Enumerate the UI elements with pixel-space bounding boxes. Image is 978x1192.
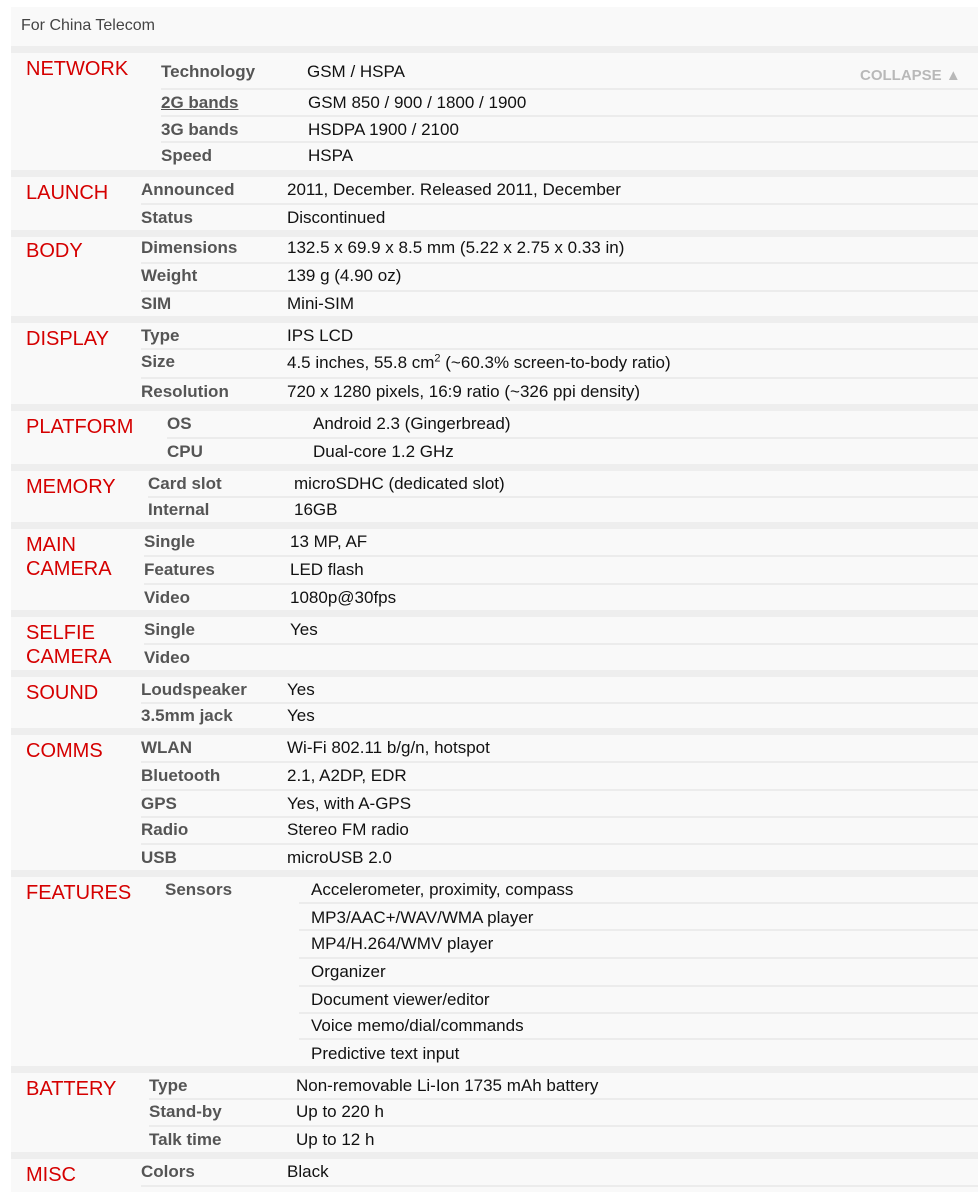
spec-label: Status — [141, 208, 193, 227]
spec-label: SIM — [141, 294, 172, 313]
spec-label: CPU — [167, 442, 203, 461]
spec-label: USB — [141, 848, 177, 867]
spec-value: Wi-Fi 802.11 b/g/n, hotspot — [287, 738, 490, 757]
spec-value: 139 g (4.90 oz) — [287, 266, 402, 285]
spec-value: 2.1, A2DP, EDR — [287, 766, 407, 785]
category-battery: BATTERY — [26, 1078, 117, 1100]
spec-label-link[interactable]: 2G bands — [161, 93, 239, 112]
row-divider — [148, 496, 978, 498]
row-divider — [141, 843, 978, 845]
spec-label: Resolution — [141, 382, 229, 401]
spec-value: Dual-core 1.2 GHz — [313, 442, 454, 461]
row-divider — [299, 1012, 978, 1014]
row-divider — [141, 348, 978, 350]
section-divider — [11, 522, 978, 529]
spec-value: microUSB 2.0 — [287, 848, 392, 867]
row-divider — [149, 1098, 978, 1100]
spec-value: Yes — [287, 706, 315, 725]
spec-label: GPS — [141, 794, 177, 813]
spec-value: Discontinued — [287, 208, 386, 227]
variant-note: For China Telecom — [21, 17, 155, 34]
spec-value: 2011, December. Released 2011, December — [287, 180, 621, 199]
row-divider — [141, 262, 978, 264]
category-launch: LAUNCH — [26, 182, 109, 204]
spec-value: GSM / HSPA — [307, 62, 405, 81]
section-divider — [11, 230, 978, 237]
spec-label: Internal — [148, 500, 210, 519]
spec-value: 1080p@30fps — [290, 588, 397, 607]
row-divider — [161, 141, 978, 143]
spec-label: WLAN — [141, 738, 192, 757]
spec-value: Stereo FM radio — [287, 820, 409, 839]
spec-value: MP3/AAC+/WAV/WMA player — [311, 908, 534, 927]
spec-label: Card slot — [148, 474, 222, 493]
row-divider — [141, 290, 978, 292]
spec-value: Non-removable Li-Ion 1735 mAh battery — [296, 1076, 599, 1095]
spec-label: Type — [149, 1076, 188, 1095]
row-divider — [141, 1185, 978, 1187]
spec-value: microSDHC (dedicated slot) — [294, 474, 505, 493]
spec-value: Yes, with A-GPS — [287, 794, 412, 813]
spec-value: MP4/H.264/WMV player — [311, 934, 494, 953]
row-divider — [149, 1125, 978, 1127]
category-platform: PLATFORM — [26, 416, 134, 438]
category-features: FEATURES — [26, 882, 132, 904]
spec-value: HSPA — [308, 146, 354, 165]
spec-label: Talk time — [149, 1130, 222, 1149]
triangle-up-icon: ▲ — [945, 67, 961, 84]
row-divider — [141, 816, 978, 818]
spec-label: Type — [141, 326, 180, 345]
spec-label: Announced — [141, 180, 235, 199]
spec-label: Colors — [141, 1162, 195, 1181]
row-divider — [144, 643, 978, 645]
spec-label: Video — [144, 588, 190, 607]
category-memory: MEMORY — [26, 476, 116, 498]
category-main-camera-line2: CAMERA — [26, 558, 112, 580]
row-divider — [299, 985, 978, 987]
spec-value: Document viewer/editor — [311, 990, 490, 1009]
spec-value: 720 x 1280 pixels, 16:9 ratio (~326 ppi density) — [287, 382, 640, 401]
category-body: BODY — [26, 240, 83, 262]
spec-value: Up to 220 h — [296, 1102, 384, 1121]
category-selfie-camera: SELFIE — [26, 622, 95, 644]
category-misc: MISC — [26, 1164, 76, 1186]
spec-value: IPS LCD — [287, 326, 354, 345]
row-divider — [141, 377, 978, 379]
row-divider — [144, 555, 978, 557]
category-selfie-camera-line2: CAMERA — [26, 646, 112, 668]
category-display: DISPLAY — [26, 328, 109, 350]
spec-label: 3G bands — [161, 120, 239, 139]
spec-value: Mini-SIM — [287, 294, 355, 313]
spec-value-size: 4.5 inches, 55.8 $cm^2$ (~60.3% screen-to-body ratio) — [287, 352, 671, 372]
spec-label: Speed — [161, 146, 213, 165]
spec-label: Weight — [141, 266, 198, 285]
section-divider — [11, 404, 978, 411]
section-divider — [11, 728, 978, 735]
spec-label: Dimensions — [141, 238, 238, 257]
spec-label: Technology — [161, 62, 256, 81]
row-divider — [141, 789, 978, 791]
section-divider — [11, 870, 978, 877]
spec-value: Yes — [287, 680, 315, 699]
row-divider — [161, 88, 978, 90]
spec-label: Single — [144, 532, 196, 551]
section-divider — [11, 316, 978, 323]
spec-label: Bluetooth — [141, 766, 221, 785]
spec-label: Single — [144, 620, 196, 639]
spec-label: Sensors — [165, 880, 233, 899]
spec-value: Up to 12 h — [296, 1130, 375, 1149]
spec-value: Predictive text input — [311, 1044, 460, 1063]
spec-label: Video — [144, 648, 190, 667]
row-divider — [161, 115, 978, 117]
spec-value: 132.5 x 69.9 x 8.5 mm (5.22 x 2.75 x 0.33 in) — [287, 238, 625, 257]
spec-label: Size — [141, 352, 176, 371]
collapse-button[interactable]: COLLAPSE ▲ — [860, 67, 961, 84]
row-divider — [141, 702, 978, 704]
spec-value: GSM 850 / 900 / 1800 / 1900 — [308, 93, 527, 112]
spec-value: LED flash — [290, 560, 364, 579]
spec-label: OS — [167, 414, 192, 433]
section-divider — [11, 170, 978, 177]
section-divider — [11, 1066, 978, 1073]
spec-sheet — [11, 7, 978, 1192]
spec-label: Loudspeaker — [141, 680, 247, 699]
spec-value: 13 MP, AF — [290, 532, 368, 551]
row-divider — [141, 203, 978, 205]
spec-value: Organizer — [311, 962, 386, 981]
row-divider — [299, 1038, 978, 1040]
category-comms: COMMS — [26, 740, 103, 762]
spec-value: HSDPA 1900 / 2100 — [308, 120, 459, 139]
row-divider — [299, 902, 978, 904]
section-divider — [11, 1152, 978, 1159]
spec-value: Accelerometer, proximity, compass — [311, 880, 574, 899]
spec-label: Features — [144, 560, 215, 579]
category-main-camera: MAIN — [26, 534, 76, 556]
section-divider — [11, 46, 978, 53]
section-divider — [11, 610, 978, 617]
spec-value: Yes — [290, 620, 318, 639]
row-divider — [141, 761, 978, 763]
spec-label: Stand-by — [149, 1102, 222, 1121]
spec-label: 3.5mm jack — [141, 706, 233, 725]
spec-value: Black — [287, 1162, 329, 1181]
category-sound: SOUND — [26, 682, 99, 704]
spec-label: Radio — [141, 820, 189, 839]
spec-value: Voice memo/dial/commands — [311, 1016, 524, 1035]
section-divider — [11, 670, 978, 677]
spec-value: 16GB — [294, 500, 338, 519]
section-divider — [11, 464, 978, 471]
row-divider — [167, 437, 978, 439]
row-divider — [144, 583, 978, 585]
category-network: NETWORK — [26, 58, 129, 80]
row-divider — [299, 929, 978, 931]
row-divider — [299, 957, 978, 959]
spec-value: Android 2.3 (Gingerbread) — [313, 414, 511, 433]
